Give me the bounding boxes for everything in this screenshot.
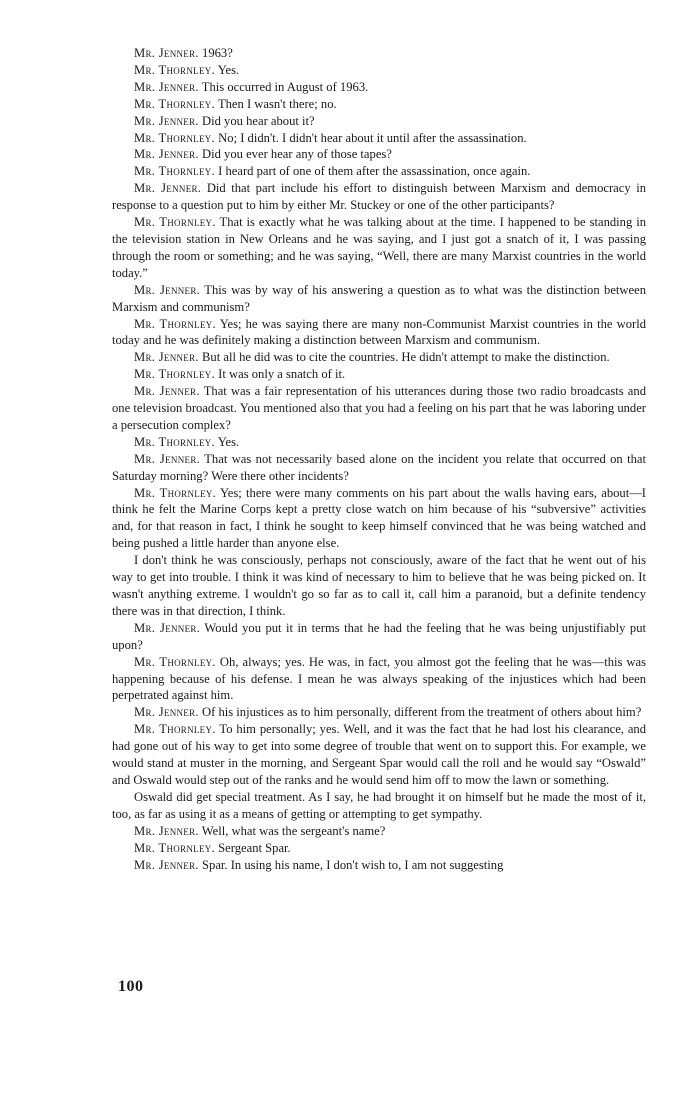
testimony-paragraph <box>112 721 646 789</box>
paragraph-text: I heard part of one of them after the assassination, once again. <box>218 164 531 179</box>
speaker-label: Mr. Jenner. <box>134 79 199 94</box>
paragraph-text: Well, what was the sergeant's name? <box>201 823 386 838</box>
testimony-paragraph <box>112 857 646 874</box>
paragraph-text: That was a fair representation of his utterances during those two radio broadcasts and one television broadcast. You mentioned also that you had a feeling on his part that he was laboring under a persecution complex? <box>112 384 646 432</box>
speaker-label: Mr. Thornley. <box>134 485 217 500</box>
paragraph-text: Did you ever hear any of those tapes? <box>202 147 392 162</box>
paragraph-text: Yes. <box>217 434 240 449</box>
speaker-label: Mr. Thornley. <box>134 96 216 111</box>
testimony-paragraph <box>112 113 646 130</box>
paragraph-text: Sergeant Spar. <box>218 840 291 855</box>
paragraph-text: That was not necessarily based alone on the incident you relate that occurred on that Saturday morning? Were there other incidents? <box>112 451 646 483</box>
speaker-label: Mr. Thornley. <box>134 434 216 449</box>
testimony-paragraph <box>112 552 646 620</box>
paragraph-text: But all he did was to cite the countries. He didn't attempt to make the distinction. <box>202 350 610 365</box>
testimony-paragraph <box>112 434 646 451</box>
speaker-label: Mr. Jenner. <box>134 857 199 872</box>
testimony-paragraph <box>112 704 646 721</box>
speaker-label: Mr. Thornley. <box>134 164 216 179</box>
speaker-label: Mr. Thornley. <box>134 722 216 737</box>
testimony-paragraph <box>112 789 646 823</box>
testimony-paragraph <box>112 654 646 705</box>
testimony-paragraph <box>112 282 646 316</box>
testimony-paragraph <box>112 840 646 857</box>
testimony-paragraph <box>112 62 646 79</box>
testimony-paragraph <box>112 45 646 62</box>
speaker-label: Mr. Thornley. <box>134 316 217 331</box>
testimony-paragraph <box>112 366 646 383</box>
testimony-paragraph <box>112 485 646 553</box>
paragraph-text: Did that part include his effort to distinguish between Marxism and democracy in response to a question put to him by either Mr. Stuckey or one of the other participants? <box>112 181 646 213</box>
testimony-paragraph <box>112 79 646 96</box>
paragraph-text: That is exactly what he was talking about at the time. I happened to be standing in the television station in New Orleans and he was saying, and I just got a snatch of it, I was passing through the room or something; and he was saying, “Well, there are many Marxist countries in the world today.” <box>112 215 646 280</box>
testimony-text <box>112 45 646 873</box>
speaker-label: Mr. Thornley. <box>134 367 216 382</box>
speaker-label: Mr. Jenner. <box>134 823 199 838</box>
testimony-paragraph <box>112 163 646 180</box>
speaker-label: Mr. Jenner. <box>134 282 201 297</box>
paragraph-text: Oh, always; yes. He was, in fact, you almost got the feeling that he was—this was happening because of his defense. I mean he was always speaking of the injustices which had been perpetrated against him. <box>112 654 647 703</box>
speaker-label: Mr. Thornley. <box>134 62 216 77</box>
speaker-label: Mr. Jenner. <box>134 181 202 196</box>
speaker-label: Mr. Thornley. <box>134 130 216 145</box>
paragraph-text: It was only a snatch of it. <box>218 367 346 382</box>
paragraph-text: Oswald did get special treatment. As I say, he had brought it on himself but he made the most of it, too, as far as using it as a means of getting or attempting to get sympathy. <box>112 789 646 821</box>
speaker-label: Mr. Jenner. <box>134 46 199 60</box>
paragraph-text: This occurred in August of 1963. <box>201 79 369 94</box>
speaker-label: Mr. Jenner. <box>134 705 199 720</box>
speaker-label: Mr. Jenner. <box>134 384 200 399</box>
testimony-paragraph <box>112 214 646 282</box>
testimony-paragraph <box>112 823 646 840</box>
testimony-paragraph <box>112 146 646 163</box>
testimony-paragraph <box>112 96 646 113</box>
paragraph-text: Would you put it in terms that he had the feeling that he was being unjustifiably put upon? <box>112 620 647 652</box>
testimony-paragraph <box>112 349 646 366</box>
page-number: 100 <box>118 978 144 995</box>
testimony-paragraph <box>112 316 646 350</box>
paragraph-text: No; I didn't. I didn't hear about it until after the assassination. <box>218 130 527 145</box>
paragraph-text: Did you hear about it? <box>202 113 315 128</box>
testimony-paragraph <box>112 383 646 434</box>
speaker-label: Mr. Jenner. <box>134 620 201 635</box>
paragraph-text: To him personally; yes. Well, and it was the fact that he had lost his clearance, and had gone out of his way to get into some degree of trouble that went on to support this. For example, we would stand at muster in the morning, and Sergeant Spar would call the roll and he would say “Oswald” and Oswald would step out of the ranks and he would send him off to mow the lawn or something. <box>112 722 647 787</box>
paragraph-text: Of his injustices as to him personally, different from the treatment of others about him? <box>202 705 642 720</box>
paragraph-text: I don't think he was consciously, perhaps not consciously, aware of the fact that he went out of his way to get into trouble. I think it was kind of necessary to him to believe that he was being picked on. It wasn't anything extreme. I wouldn't go so far as to call it, call him a paranoid, but a definite tendency there was in that direction, I think. <box>112 553 646 618</box>
speaker-label: Mr. Jenner. <box>134 451 201 466</box>
speaker-label: Mr. Thornley. <box>134 840 216 855</box>
speaker-label: Mr. Thornley. <box>134 215 216 230</box>
speaker-label: Mr. Jenner. <box>134 350 199 365</box>
paragraph-text: Yes; there were many comments on his part about the walls having ears, about—I think he felt the Marine Corps kept a pretty close watch on him because of his “subversive” activities and, for that reason in fact, I think he sought to keep himself convinced that he was being watched and being pushed a little harder than anyone else. <box>112 485 646 551</box>
paragraph-text: 1963? <box>202 46 233 60</box>
speaker-label: Mr. Jenner. <box>134 147 199 162</box>
paragraph-text: Yes; he was saying there are many non-Communist Marxist countries in the world today and he was definitely making a distinction between Marxism and communism. <box>112 316 646 348</box>
testimony-paragraph <box>112 620 646 654</box>
speaker-label: Mr. Jenner. <box>134 113 199 128</box>
testimony-paragraph <box>112 180 646 214</box>
paragraph-text: Spar. In using his name, I don't wish to, I am not suggesting <box>202 857 504 872</box>
paragraph-text: Then I wasn't there; no. <box>217 96 337 111</box>
paragraph-text: Yes. <box>217 62 240 77</box>
paragraph-text: This was by way of his answering a question as to what was the distinction between Marxism and communism? <box>112 282 646 314</box>
testimony-paragraph <box>112 130 646 147</box>
testimony-paragraph <box>112 451 646 485</box>
speaker-label: Mr. Thornley. <box>134 654 216 669</box>
